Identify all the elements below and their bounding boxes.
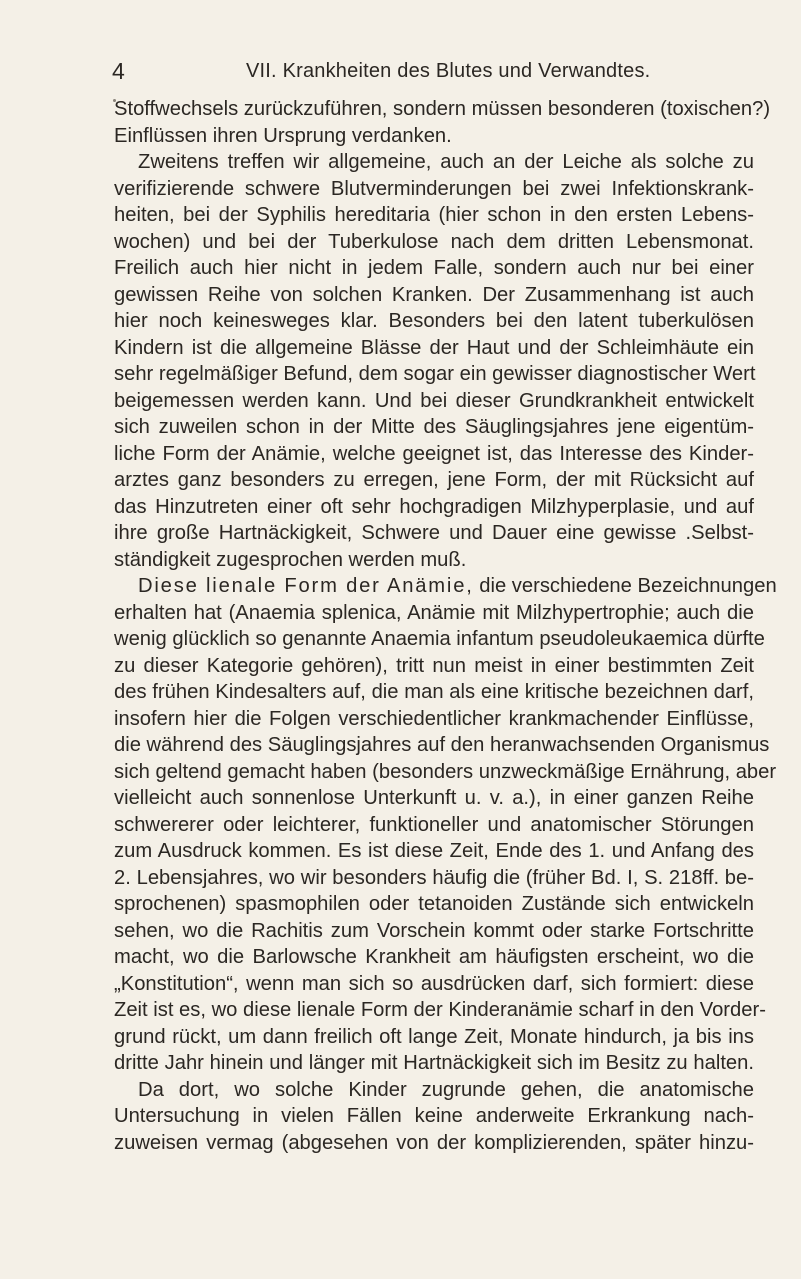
text-line: Einflüssen ihren Ursprung verdanken. — [114, 124, 452, 147]
text-line: Zeit ist es, wo diese lienale Form der Kinderanämie scharf in den Vorder- — [114, 999, 766, 1021]
body-text — [114, 96, 777, 1156]
text-line: macht, wo die Barlowsche Krankheit am häufigsten erscheint, wo die — [114, 946, 754, 968]
page-header — [112, 56, 755, 86]
text-line: „Konstitution“, wenn man sich so ausdrücken darf, sich formiert: diese — [114, 972, 754, 995]
text-line: ihre große Hartnäckigkeit, Schwere und Dauer eine gewisse .Selbst- — [114, 522, 754, 544]
text-line: sprochenen) spasmophilen oder tetanoiden Zustände sich entwickeln — [114, 893, 754, 915]
text-line: Kindern ist die allgemeine Blässe der Haut und der Schleimhäute ein — [114, 336, 754, 359]
text-line — [114, 573, 777, 600]
text-line: sich zuweilen schon in der Mitte des Säuglingsjahres jene eigentüm- — [114, 416, 754, 438]
emphasized-term: Diese lienale Form der Anämie, — [138, 575, 474, 597]
text-line: grund rückt, um dann freilich oft lange Zeit, Monate hindurch, ja bis ins — [114, 1025, 754, 1048]
text-line: die während des Säuglingsjahres auf den heranwachsenden Organismus — [114, 734, 770, 756]
text-line: Freilich auch hier nicht in jedem Falle, sondern auch nur bei einer — [114, 257, 754, 279]
text-line: sehen, wo die Rachitis zum Vorschein kommt oder starke Fortschritte — [114, 919, 754, 942]
text-line: verifizierende schwere Blutverminderungen bei zwei Infektionskrank- — [114, 177, 754, 200]
text-line: liche Form der Anämie, welche geeignet ist, das Interesse des Kinder- — [114, 442, 754, 465]
text-line: sehr regelmäßiger Befund, dem sogar ein gewisser diagnostischer Wert — [114, 363, 756, 385]
text-line: sich geltend gemacht haben (besonders unzweckmäßige Ernährung, aber — [114, 760, 777, 783]
text-line: hier noch keinesweges klar. Besonders bei den latent tuberkulösen — [114, 310, 754, 332]
text-line: Da dort, wo solche Kinder zugrunde gehen, die anatomische — [138, 1078, 754, 1101]
text-line: erhalten hat (Anaemia splenica, Anämie mit Milzhypertrophie; auch die — [114, 601, 754, 624]
text-line: zu dieser Kategorie gehören), tritt nun meist in einer bestimmten Zeit — [114, 654, 754, 677]
text-line: wochen) und bei der Tuberkulose nach dem dritten Lebensmonat. — [114, 230, 754, 253]
text-line: Zweitens treffen wir allgemeine, auch an der Leiche als solche zu — [138, 151, 754, 173]
text-line: insofern hier die Folgen verschiedentlicher krankmachender Einflüsse, — [114, 707, 754, 730]
text-line: zuweisen vermag (abgesehen von der komplizierenden, später hinzu- — [114, 1131, 754, 1154]
text-line: 2. Lebensjahres, wo wir besonders häufig die (früher Bd. I, S. 218ff. be- — [114, 866, 754, 889]
page-number: 4 — [112, 58, 125, 84]
text-line-rest: die verschiedene Bezeichnungen — [473, 575, 777, 597]
text-line: vielleicht auch sonnenlose Unterkunft u. v. a.), in einer ganzen Reihe — [114, 787, 754, 809]
text-line: wenig glücklich so genannte Anaemia infantum pseudoleukaemica dürfte — [114, 628, 765, 650]
text-line: das Hinzutreten einer oft sehr hochgradigen Milzhyperplasie, und auf — [114, 495, 754, 518]
text-line: ständigkeit zugesprochen werden muß. — [114, 548, 467, 571]
text-line: schwererer oder leichterer, funktioneller und anatomischer Störungen — [114, 813, 754, 836]
text-line: Stoffwechsels zurückzuführen, sondern müssen besonderen (toxischen?) — [114, 98, 771, 120]
text-line: Untersuchung in vielen Fällen keine anderweite Erkrankung nach- — [114, 1105, 754, 1127]
text-line: gewissen Reihe von solchen Kranken. Der Zusammenhang ist auch — [114, 283, 754, 306]
text-line: arztes ganz besonders zu erregen, jene Form, der mit Rücksicht auf — [114, 469, 754, 491]
text-line: dritte Jahr hinein und länger mit Hartnäckigkeit sich im Besitz zu halten. — [114, 1052, 754, 1074]
text-line: des frühen Kindesalters auf, die man als eine kritische bezeichnen darf, — [114, 681, 754, 703]
text-line: zum Ausdruck kommen. Es ist diese Zeit, Ende des 1. und Anfang des — [114, 840, 754, 862]
running-head: VII. Krankheiten des Blutes und Verwandtes. — [246, 60, 651, 82]
text-line: beigemessen werden kann. Und bei dieser Grundkrankheit entwickelt — [114, 389, 754, 412]
text-line: heiten, bei der Syphilis hereditaria (hier schon in den ersten Lebens- — [114, 204, 754, 226]
